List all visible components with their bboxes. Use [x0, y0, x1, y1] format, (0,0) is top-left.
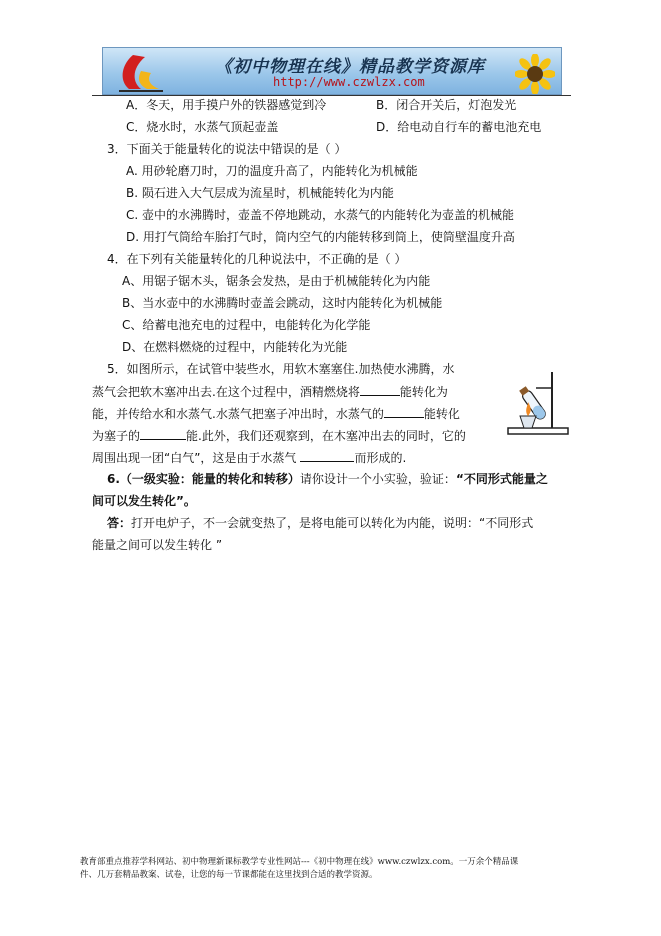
- answer-line-2: 能量之间可以发生转化 ”: [92, 538, 223, 552]
- q4-option-b: B、当水壶中的水沸腾时壶盖会跳动，这时内能转化为机械能: [122, 296, 443, 310]
- footer-line-2: 件、几万套精品教案、试卷，让您的每一节课都能在这里找到合适的教学资源。: [80, 870, 378, 880]
- q4-stem: 4．在下列有关能量转化的几种说法中，不正确的是（ ）: [107, 252, 407, 266]
- test-tube-apparatus-icon: [506, 366, 570, 438]
- page-footer: [80, 856, 588, 882]
- footer-line-1: 教育部重点推荐学科网站、初中物理新课标教学专业性网站---《初中物理在线》www.czwlzx.com。一万余个精品课: [80, 857, 519, 867]
- q2-option-b: B．闭合开关后，灯泡发光: [376, 98, 517, 112]
- header-banner: [102, 47, 562, 95]
- q2-option-d: D．给电动自行车的蓄电池充电: [376, 120, 542, 134]
- site-url[interactable]: http://www.czwlzx.com: [273, 75, 425, 89]
- q5-blank-2[interactable]: [384, 405, 424, 418]
- q3-option-c: C. 壶中的水沸腾时，壶盖不停地跳动，水蒸气的内能转化为壶盖的机械能: [126, 208, 515, 222]
- q3-stem: 3．下面关于能量转化的说法中错误的是（ ）: [107, 142, 347, 156]
- q5-blank-4[interactable]: [300, 449, 354, 462]
- q5-line-2: 蒸气会把软木塞冲出去.在这个过程中，酒精燃烧将 能转化为: [92, 385, 448, 399]
- q2-option-c: C．烧水时，水蒸气顶起壶盖: [126, 120, 279, 134]
- q4-option-c: C、给蓄电池充电的过程中，电能转化为化学能: [122, 318, 371, 332]
- q2-option-a: A．冬天，用手摸户外的铁器感觉到冷: [126, 98, 327, 112]
- q6-line-1: 6.（一级实验：能量的转化和转移）请你设计一个小实验，验证：“不同形式能量之: [107, 472, 548, 486]
- q3-option-a: A. 用砂轮磨刀时，刀的温度升高了，内能转化为机械能: [126, 164, 418, 178]
- q5-line-3: 能，并传给水和水蒸气.水蒸气把塞子冲出时，水蒸气的 能转化: [92, 407, 460, 421]
- site-logo-icon: [111, 51, 171, 93]
- q5-blank-1[interactable]: [360, 383, 400, 396]
- q5-line-4: 为塞子的 能.此外，我们还观察到，在木塞冲出去的同时，它的: [92, 429, 466, 443]
- q3-option-d: D. 用打气筒给车胎打气时，筒内空气的内能转移到筒上，使筒壁温度升高: [126, 230, 515, 244]
- site-title: 《初中物理在线》精品教学资源库: [215, 57, 485, 77]
- answer-line-1: 答：打开电炉子，不一会就变热了，是将电能可以转化为内能，说明：“不同形式: [107, 516, 534, 530]
- q5-line-5: 周围出现一团“白气”，这是由于水蒸气 而形成的.: [92, 451, 407, 465]
- sunflower-icon: [515, 54, 555, 94]
- q6-line-2: 间可以发生转化”。: [92, 494, 196, 508]
- q4-option-a: A、用锯子锯木头，锯条会发热，是由于机械能转化为内能: [122, 274, 431, 288]
- header-rule: [92, 95, 571, 96]
- q3-option-b: B. 陨石进入大气层成为流星时，机械能转化为内能: [126, 186, 394, 200]
- q5-line-1: 5．如图所示，在试管中装些水，用软木塞塞住.加热使水沸腾，水: [107, 362, 455, 376]
- q4-option-d: D、在燃料燃烧的过程中，内能转化为光能: [122, 340, 348, 354]
- q5-blank-3[interactable]: [140, 427, 186, 440]
